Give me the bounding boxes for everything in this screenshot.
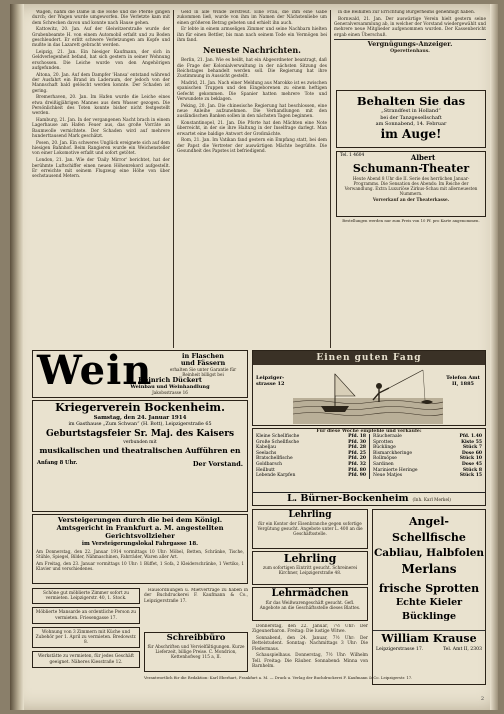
wein-firm: Weinbau und Weinhandlung (130, 384, 210, 390)
price-row (256, 473, 366, 479)
ad-behalten (336, 90, 486, 148)
price-item-name: Bismarckheringe (373, 450, 412, 456)
fang-title: Einen guten Fang (316, 353, 422, 363)
ad-fang (252, 350, 486, 426)
small-ads (32, 588, 140, 704)
price-item-value: Pfd. 30 (348, 439, 366, 445)
ad-behalten-line: „Strandfest in Holland“ (381, 108, 441, 114)
price-item-name: Seelachs (256, 450, 277, 456)
article-paragraph: in die Beihilfen zur Errichtung Bürgerheims genehmigt haben. (338, 10, 476, 15)
wein-name: Heinrich Dückert (138, 376, 202, 384)
angel-line5: Echte Kieler Bücklinge (395, 597, 463, 622)
page-edge (490, 4, 498, 710)
price-item-value: Stück 10 (459, 456, 482, 462)
article-paragraph: Wagen, nahm die Dame in die Höhe und die Pferde gingen durch; der Wagen wurde umgeworfen. Die Verletzte kam mit dem Schrecken davon und konnte nach Hause gehen. (32, 10, 170, 26)
article-paragraph: Kattowitz, 20. Jan. Auf der Gleiwitzerstraße wurde der Grubenbeamte H. von einem Automobil erfaßt und zu Boden geschleudert. Er erlitt schwere Verletzungen am Kopfe und mußte in das Lazarett gebracht werden. (32, 27, 170, 49)
article-paragraph: Madrid, 21. Jan. Nach einer Meldung aus Marokko ist es zwischen spanischen Truppen und den Eingeborenen zu einem heftigen Gefecht gekommen. Die Spanier hatten mehrere Tote und Verwundete zu beklagen. (177, 80, 327, 102)
article-paragraph: Peking, 20. Jan. Die chinesische Regierung hat beschlossen, eine neue Anleihe aufzunehmen. Die Verhandlungen mit den ausländischen Banken sollen in den nächsten Tagen beginnen. (177, 103, 327, 120)
fisherman-illustration-icon (293, 366, 443, 424)
lehrling2-title: Lehrling (283, 552, 337, 565)
article-paragraph: Hamburg, 21. Jan. In der vergangenen Nacht brach in einem Lagerhause am Hafen Feuer aus, das große Vorräte an Baumwolle vernichtete. Der Schaden wird auf mehrere hunderttausend Mark geschätzt. (32, 118, 170, 140)
ad-lehrmaedchen (252, 587, 368, 621)
ad-behalten-line: am Sonnabend, 14. Februar (375, 121, 447, 127)
schreib-title: Schreibbüro (166, 633, 226, 643)
wein-addr: Jakobsstrasse 16 (152, 390, 188, 395)
angel-addr: Leipzigerstrasse 17. (376, 647, 424, 652)
ad-lehrling-2 (252, 551, 368, 585)
ad-versteigerung (32, 514, 248, 584)
hausordnung-text: Hausordnungen u. Mietverträge zu haben in der Buchdruckerei F. Kaufmann & Co., Leipzigerstraße 17. (144, 588, 248, 604)
lehrling-title: Lehrling (288, 510, 332, 520)
article-paragraph: Berlin, 21. Jan. Wie es heißt, hat ein Abgeordneter beantragt, daß die Frage der Kolonialverwaltung in der nächsten Sitzung des Reichstages behandelt werden soll. Die Regierung hat ihre Zustimmung in Aussicht gestellt. (177, 58, 327, 80)
angel-line1: Angel-Schellfische (392, 515, 466, 544)
ad-angel (372, 509, 486, 685)
wein-right2: und Fässern (180, 359, 226, 367)
schreib-body: für Abschriften und Vervielfältigungen. Kurze Lieferzeit, billige Preise. C. Mondrion, Kettenhofweg 115 a, II. (147, 644, 245, 659)
price-item-name: Räucheraale (373, 434, 402, 439)
page-number: 2 (480, 696, 484, 702)
versteig-sub: im Versteigerungslokal Fahrgasse 18. (81, 541, 199, 547)
angel-line3: Merlans (401, 562, 457, 576)
price-item-name: Sprotten (373, 439, 394, 445)
verein-sign: Der Vorstand. (192, 459, 243, 468)
verein-title: Kriegerverein Bockenheim. (55, 401, 225, 414)
price-item-value: Stück 15 (459, 473, 482, 479)
versteig-more: Am Freitag, den 23. Januar vormittags 10 Uhr: 1 Büffet, 1 Sofa, 2 Kleiderschränke, 1 Vertiko, 1 Klavier und verschiedenes. (36, 561, 244, 571)
price-item-name: Lebende Karpfen (256, 473, 296, 479)
bottom-para: Schauspielhaus. Donnerstag, 7½ Uhr: Wilhelm Tell. Freitag: Die Räuber. Sonnabend: Minna von Barnhelm. (252, 653, 368, 670)
article-paragraph: London, 21. Jan. Wie der 'Daily Mirror' berichtet, hat der berühmte Luftschiffer einen neuen Höhenrekord aufgestellt. Er erreichte mit seinem Flugzeug eine Höhe von über sechstausend Metern. (32, 158, 170, 180)
theater-foot: Bestellungen werden nur zum Preis von 10 Pf. pro Karte angenommen. (342, 218, 480, 223)
price-footer2: (Inh. Karl Merkel) (412, 497, 451, 502)
angel-line4: frische Sprotten (378, 582, 480, 595)
lehrling-body: für ein Kontor der Eisenbranche gegen sofortige Vergütung gesucht. Angebote unter L. 400 an die Geschäftsstelle. (257, 521, 363, 536)
article-paragraph: Altona, 20. Jan. Auf dem Dampfer 'Hansa' entstand während der Ausfahrt ein Brand im Laderaum, der jedoch von der Mannschaft bald gelöscht werden konnte. Der Schaden ist gering. (32, 72, 170, 94)
wein-right1: in Flaschen (182, 352, 224, 360)
ad-kriegerverein (32, 400, 248, 512)
entertainment-heading: Vergnügungs-Anzeiger. (334, 39, 486, 49)
bottom-para: Sonnabend, den 24. Januar, 7½ Uhr: Der Bettelstudent. Sonntag: Nachmittags 3 Uhr: Die Fledermaus. (252, 636, 368, 652)
price-row (373, 473, 482, 479)
price-item-value: Kiste 55 (461, 439, 482, 445)
ad-schreibbuero (144, 632, 248, 672)
hausordnung-note (144, 588, 248, 628)
ad-behalten-line: bei der Tanzgesellschaft (380, 114, 442, 121)
verein-sub: verbunden mit (123, 440, 157, 445)
ad-price-list (252, 428, 486, 506)
lehrling2-body: zum sofortigen Eintritt gesucht. Schreinerei Kirchner, Leipzigerstraße 48. (262, 565, 358, 575)
price-item-name: Kabeljau (256, 445, 277, 451)
price-item-value: Dose 45 (461, 461, 482, 467)
price-item-value: Pfd. 20 (348, 456, 366, 462)
angel-name: William Krause (373, 630, 485, 647)
theater-note: Vorverkauf an der Theaterkasse. (372, 197, 450, 202)
verein-event: Geburtstagsfeier Sr. Maj. des Kaisers (45, 429, 235, 439)
price-item-value: Stück 8 (462, 467, 482, 473)
verein-admit: Anfang 8 Uhr. (37, 459, 78, 466)
price-item-name: Marinierte Heringe (373, 467, 418, 473)
price-item-value: Pfd. 32 (348, 461, 366, 467)
wein-big: Wein (37, 350, 153, 394)
newspaper-page (10, 4, 498, 710)
article-paragraph: Bornwald, 21. Jan. Der auswärtige Verein hielt gestern seine Generalversammlung ab, in welcher der Vorstand wiedergewählt und mehrere neue Mitglieder aufgenommen wurden. Der Kassenbericht ergab einen Überschuß. (334, 16, 486, 38)
price-item-value: Pfd. 1.40 (459, 434, 482, 439)
price-item-name: Bücklinge (373, 445, 396, 451)
wein-right3: erhalten Sie unter Garantie für Reinheit billigst bei (169, 367, 237, 377)
column-right (334, 10, 486, 88)
theater-body: Heute Abend 8 Uhr die II. Serie des herrlichen Januar-Programms. Die Sensation des Abends: Im Reiche der Verwandlung. Extra Luxuriöse Zirkus-Schau mit allerneuesten Nummern. (344, 176, 478, 196)
versteig-body: Am Donnerstag, den 22. Januar 1914 vormittags 10 Uhr: Möbel, Betten, Schränke, Tische, Stühle, Spiegel, Bilder, Nähmaschinen, Fahrräder, Waren aller Art. (36, 549, 244, 559)
price-item-name: Sardinen (373, 461, 394, 467)
price-footer: L. Bürner-Bockenheim (287, 493, 409, 504)
news-heading: Neueste Nachrichten. (203, 45, 301, 56)
ad-lehrling (252, 509, 368, 549)
fang-phone: Telefon Amt II, 1885 (446, 375, 480, 387)
article-paragraph: Konstantinopel, 21. Jan. Die Pforte hat den Mächten eine Note überreicht, in der sie ihre Haltung in der Inselfrage darlegt. Man erwartet eine baldige Antwort der Großmächte. (177, 121, 327, 137)
article-paragraph: Posen, 20. Jan. Ein schweres Unglück ereignete sich auf dem hiesigen Bahnhof. Beim Rangieren wurde ein Weichensteller von einer Lokomotive erfaßt und sofort getötet. (32, 140, 170, 157)
ad-wein (32, 350, 248, 398)
ad-behalten-bigline: im Auge! (380, 126, 442, 141)
price-item-name: Neue Matjes (373, 473, 403, 479)
price-item-name: Große Schellfische (256, 439, 299, 445)
angel-line2: Cabliau, Halbfolen (373, 547, 485, 559)
verein-date: Samstag, den 24. Januar 1914 (93, 415, 187, 421)
price-item-value: Pfd. 25 (348, 450, 366, 456)
lehrmaedchen-title: Lehrmädchen (271, 588, 349, 599)
binding-gutter (10, 4, 24, 710)
article-paragraph: Er lebte in einem armseligen Zimmer und seine Nachbarn hielten ihn für einen Bettler, bis man nach seinem Tode ein Vermögen bei ihm fand. (177, 27, 327, 43)
verein-place: im Gasthause „Zum Schwan“ (H. Bott), Leipzigerstraße 65 (68, 422, 212, 427)
article-paragraph: Rom, 21. Jan. Im Vatikan fand gestern ein Empfang statt, bei dem der Papst die Vertreter der auswärtigen Mächte begrüßte. Die Gesundheit des Papstes ist befriedigend. (177, 138, 327, 155)
ad-behalten-title: Behalten Sie das (356, 94, 466, 108)
price-item-value: Pfd. 28 (348, 445, 366, 451)
column-divider (173, 10, 174, 348)
price-item-name: Bratschellfische (256, 456, 293, 462)
price-item-name: Heilbutt (256, 467, 275, 473)
small-ad: Werkstätte zu vermieten, für jedes Geschäft geeignet. Näheres Kiesstraße 12. (32, 651, 140, 667)
small-ad: Schöne gut möblierte Zimmer sofort zu vermieten. Leipzigerstr. 40, 1. Stock. (32, 588, 140, 604)
versteig-title: Versteigerungen durch die bei dem Königl. Amtsgericht in Frankfurt a. M. angestellten Gerichtsvollzieher (56, 516, 224, 540)
price-item-name: Kleine Schellfische (256, 434, 300, 439)
entertainment-sub: Operettenhaus. (390, 49, 430, 55)
theater-firstname: Albert (410, 153, 436, 162)
price-item-value: Pfd. 80 (348, 467, 366, 473)
column-divider (330, 10, 331, 348)
theater-phone: Tel. 1 4604 (340, 153, 365, 158)
article-paragraph: Leipzig, 21. Jan. Ein hiesiger Kaufmann, der sich in Geldverlegenheit befand, hat sich gestern in seiner Wohnung erschossen. Die Leiche wurde von den Angehörigen aufgefunden. (32, 50, 170, 71)
article-paragraph: Geld in alle Winde zerstreut. Eine Frau, die ihm eine Gabe zukommen ließ, wurde von ihm im Namen der Nächstenliebe um einen größeren Betrag gebeten und erhielt ihn auch. (177, 10, 327, 26)
price-item-name: Goldbarsch (256, 461, 283, 467)
price-item-value: Dose 60 (461, 450, 482, 456)
column-middle (177, 10, 327, 348)
small-ad: Wohnung von 3 Zimmern mit Küche und Zubehör per 1. April zu vermieten. Bredowstr. 8. (32, 627, 140, 649)
ad-theater (336, 151, 486, 217)
theater-title: Schumann-Theater (352, 162, 470, 175)
fang-address: Leipziger-strasse 12 (256, 375, 285, 387)
price-item-value: Stück 7 (462, 445, 482, 451)
imprint-footer: Verantwortlich für die Redaktion: Karl Eberhart, Frankfurt a. M. — Druck u. Verlag der Buchdruckerei F. Kaufmann & Co. Leipzigerstr. 17. (144, 675, 413, 680)
small-ad: Möblierte Mansarde an ordentliche Person zu vermieten. Friesengasse 17. (32, 607, 140, 623)
price-item-name: Rollmöpse (373, 456, 397, 462)
lehrmaedchen-body: für das Weißwarengeschäft gesucht. Gefl. Angebote an die Geschäftsstelle dieses Blattes. (259, 600, 361, 610)
price-item-value: Pfd. 18 (348, 434, 366, 439)
column-left (32, 10, 170, 348)
article-paragraph: Bremerhaven, 20. Jan. Im Hafen wurde die Leiche eines etwa dreißigjährigen Mannes aus dem Wasser gezogen. Die Persönlichkeit des Toten konnte bisher nicht festgestellt werden. (32, 95, 170, 117)
verein-kind: musikalischen und theatralischen Aufführen en (39, 445, 241, 455)
price-item-value: Pfd. 90 (348, 473, 366, 479)
bottom-para: Donnerstag, den 22. Januar, 7½ Uhr: Der Zigeunerbaron. Freitag: Die lustige Witwe. (252, 624, 368, 635)
column-bottom-middle (252, 624, 368, 704)
angel-tel: Tel. Amt II, 2303 (442, 647, 482, 652)
price-title: Für diese Woche empfehle und verkaufe: (316, 429, 422, 434)
